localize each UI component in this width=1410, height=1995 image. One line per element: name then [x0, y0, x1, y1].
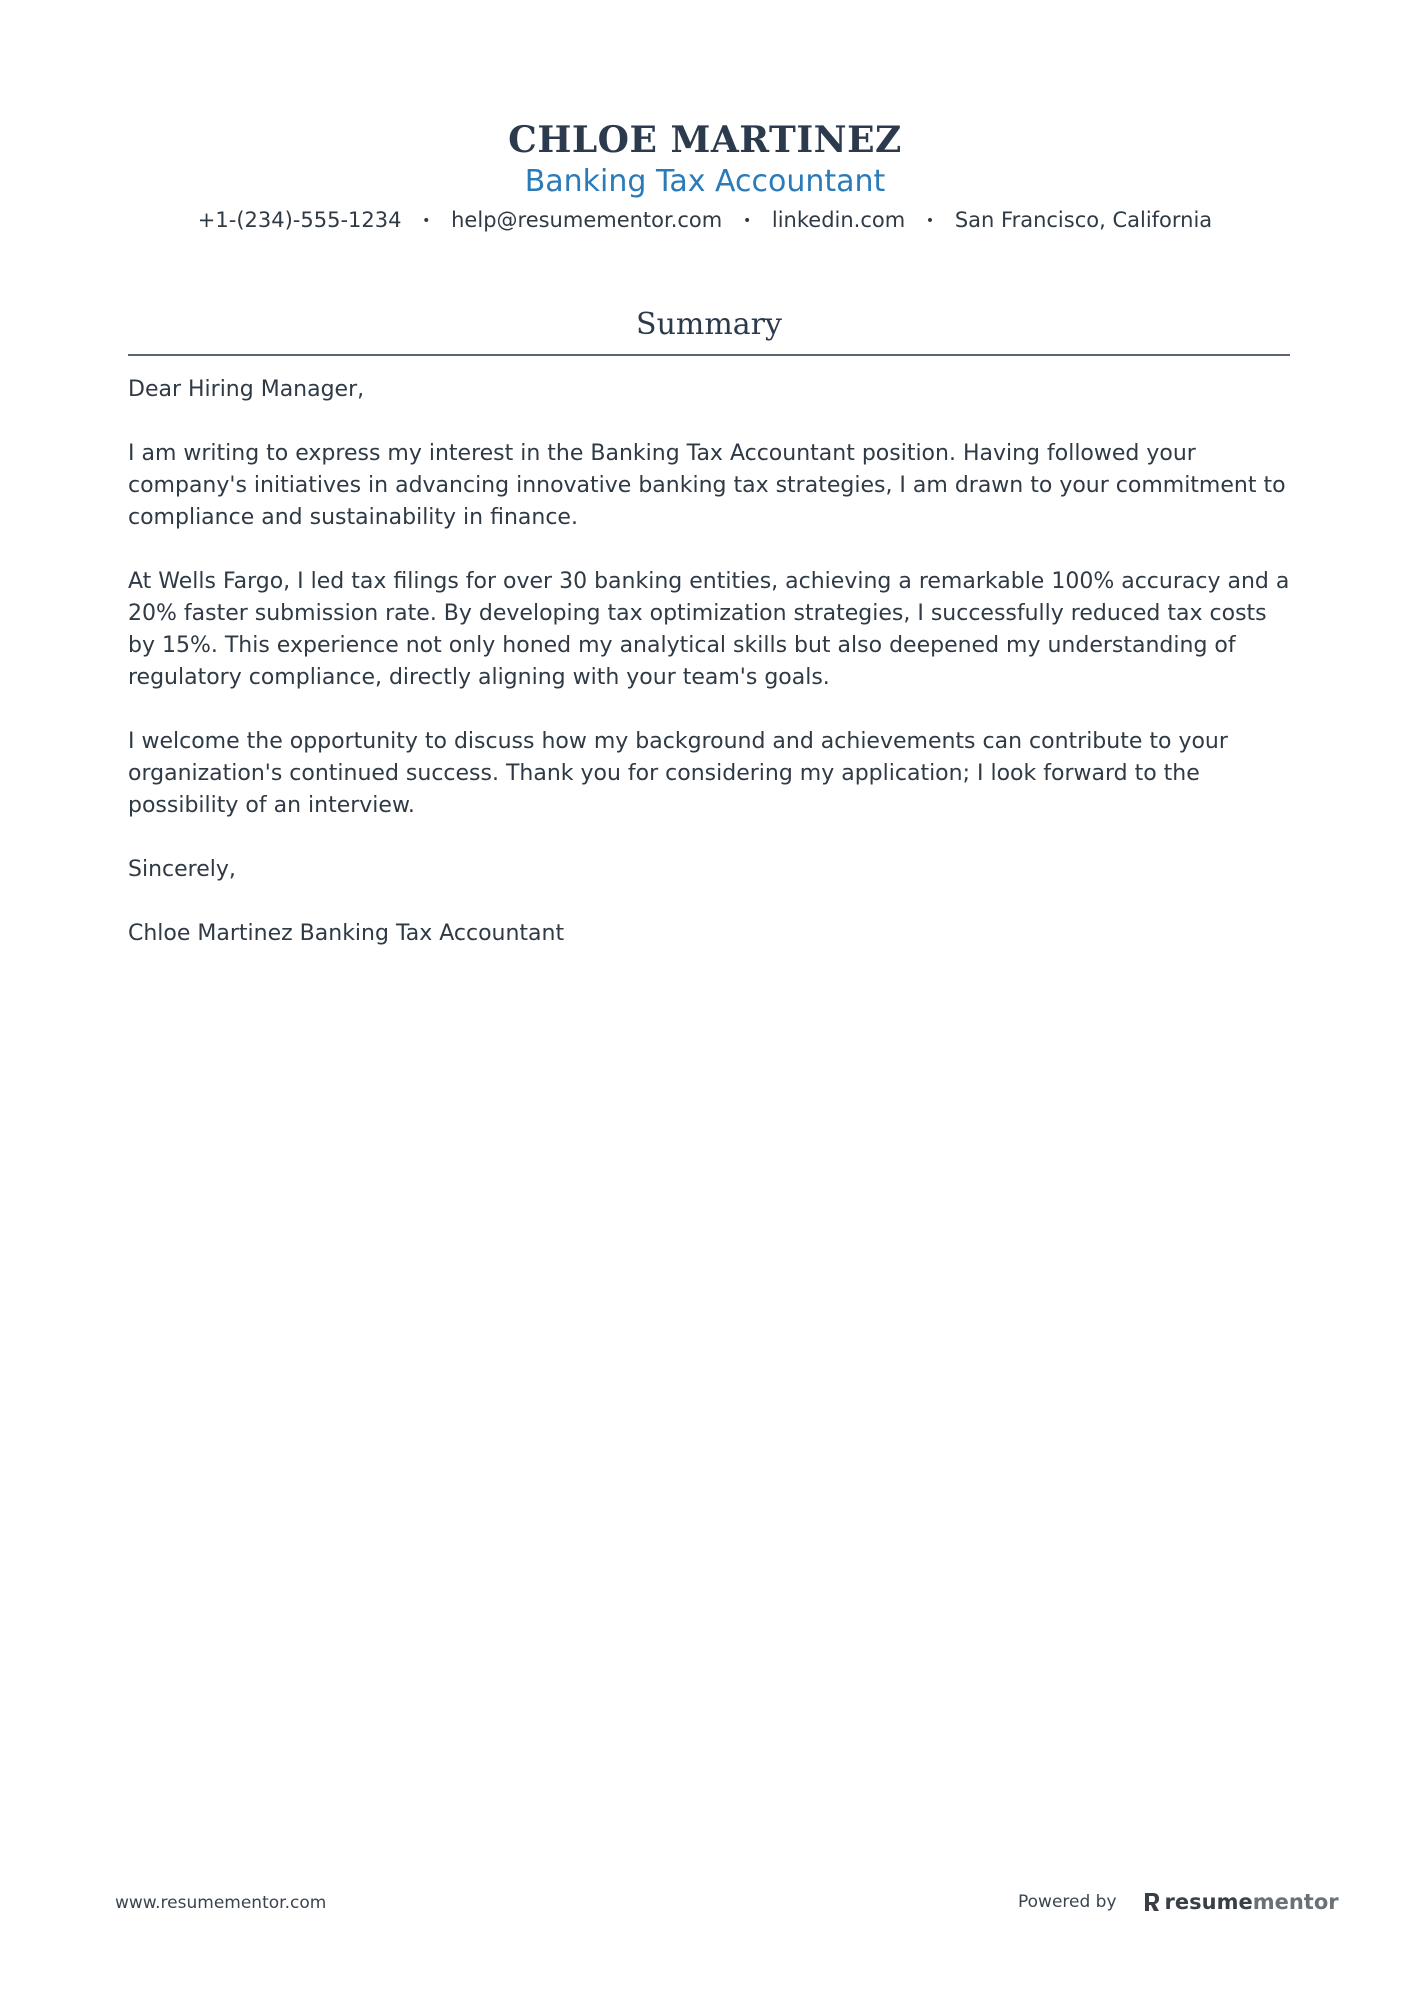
contact-separator: • [422, 213, 431, 229]
contact-line [0, 206, 1410, 235]
letter-paragraph: I am writing to express my interest in the Banking Tax Accountant position. Having followed your company's initiatives in advancing innovative banking tax strategies, I am drawn to your commitment to compliance and sustainability in finance. [128, 441, 1286, 530]
contact-linkedin[interactable]: linkedin.com [771, 208, 906, 232]
letter-paragraph: At Wells Fargo, I led tax filings for over 30 banking entities, achieving a remarkable 100% accuracy and a 20% faster submission rate. By developing tax optimization strategies, I successfully reduced tax costs by 15%. This experience not only honed my analytical skills but also deepened my understanding of regulatory compliance, directly aligning with your team's goals. [128, 569, 1290, 690]
brand-logo[interactable] [1143, 1890, 1339, 1914]
candidate-title: Banking Tax Accountant [524, 164, 886, 199]
letter-paragraph: I welcome the opportunity to discuss how my background and achievements can contribute to your organization's continued success. Thank you for considering my application; I look forward to the possibility of an interview. [128, 729, 1228, 818]
letter-body [128, 374, 1290, 950]
summary-section [128, 306, 1290, 982]
footer-branding [1018, 1890, 1339, 1914]
footer-website[interactable]: www.resumementor.com [115, 1893, 327, 1913]
letter-greeting: Dear Hiring Manager, [128, 377, 365, 402]
brand-name-bold: resume [1164, 1890, 1253, 1914]
contact-separator: • [742, 213, 752, 229]
brand-name-light: mentor [1252, 1890, 1339, 1914]
contact-location: San Francisco, California [954, 208, 1213, 232]
contact-phone: +1-(234)-555-1234 [197, 208, 402, 232]
contact-separator: • [925, 213, 935, 229]
letter-closing: Sincerely, [128, 857, 236, 882]
letter-signature: Chloe Martinez Banking Tax Accountant [128, 921, 565, 946]
contact-email[interactable]: help@resumementor.com [451, 208, 723, 232]
powered-by-label: Powered by [1018, 1892, 1117, 1912]
candidate-name: CHLOE MARTINEZ [508, 119, 902, 161]
letter-header [0, 116, 1410, 235]
resumementor-logo-icon [1143, 1891, 1161, 1913]
section-title: Summary [128, 306, 1290, 356]
